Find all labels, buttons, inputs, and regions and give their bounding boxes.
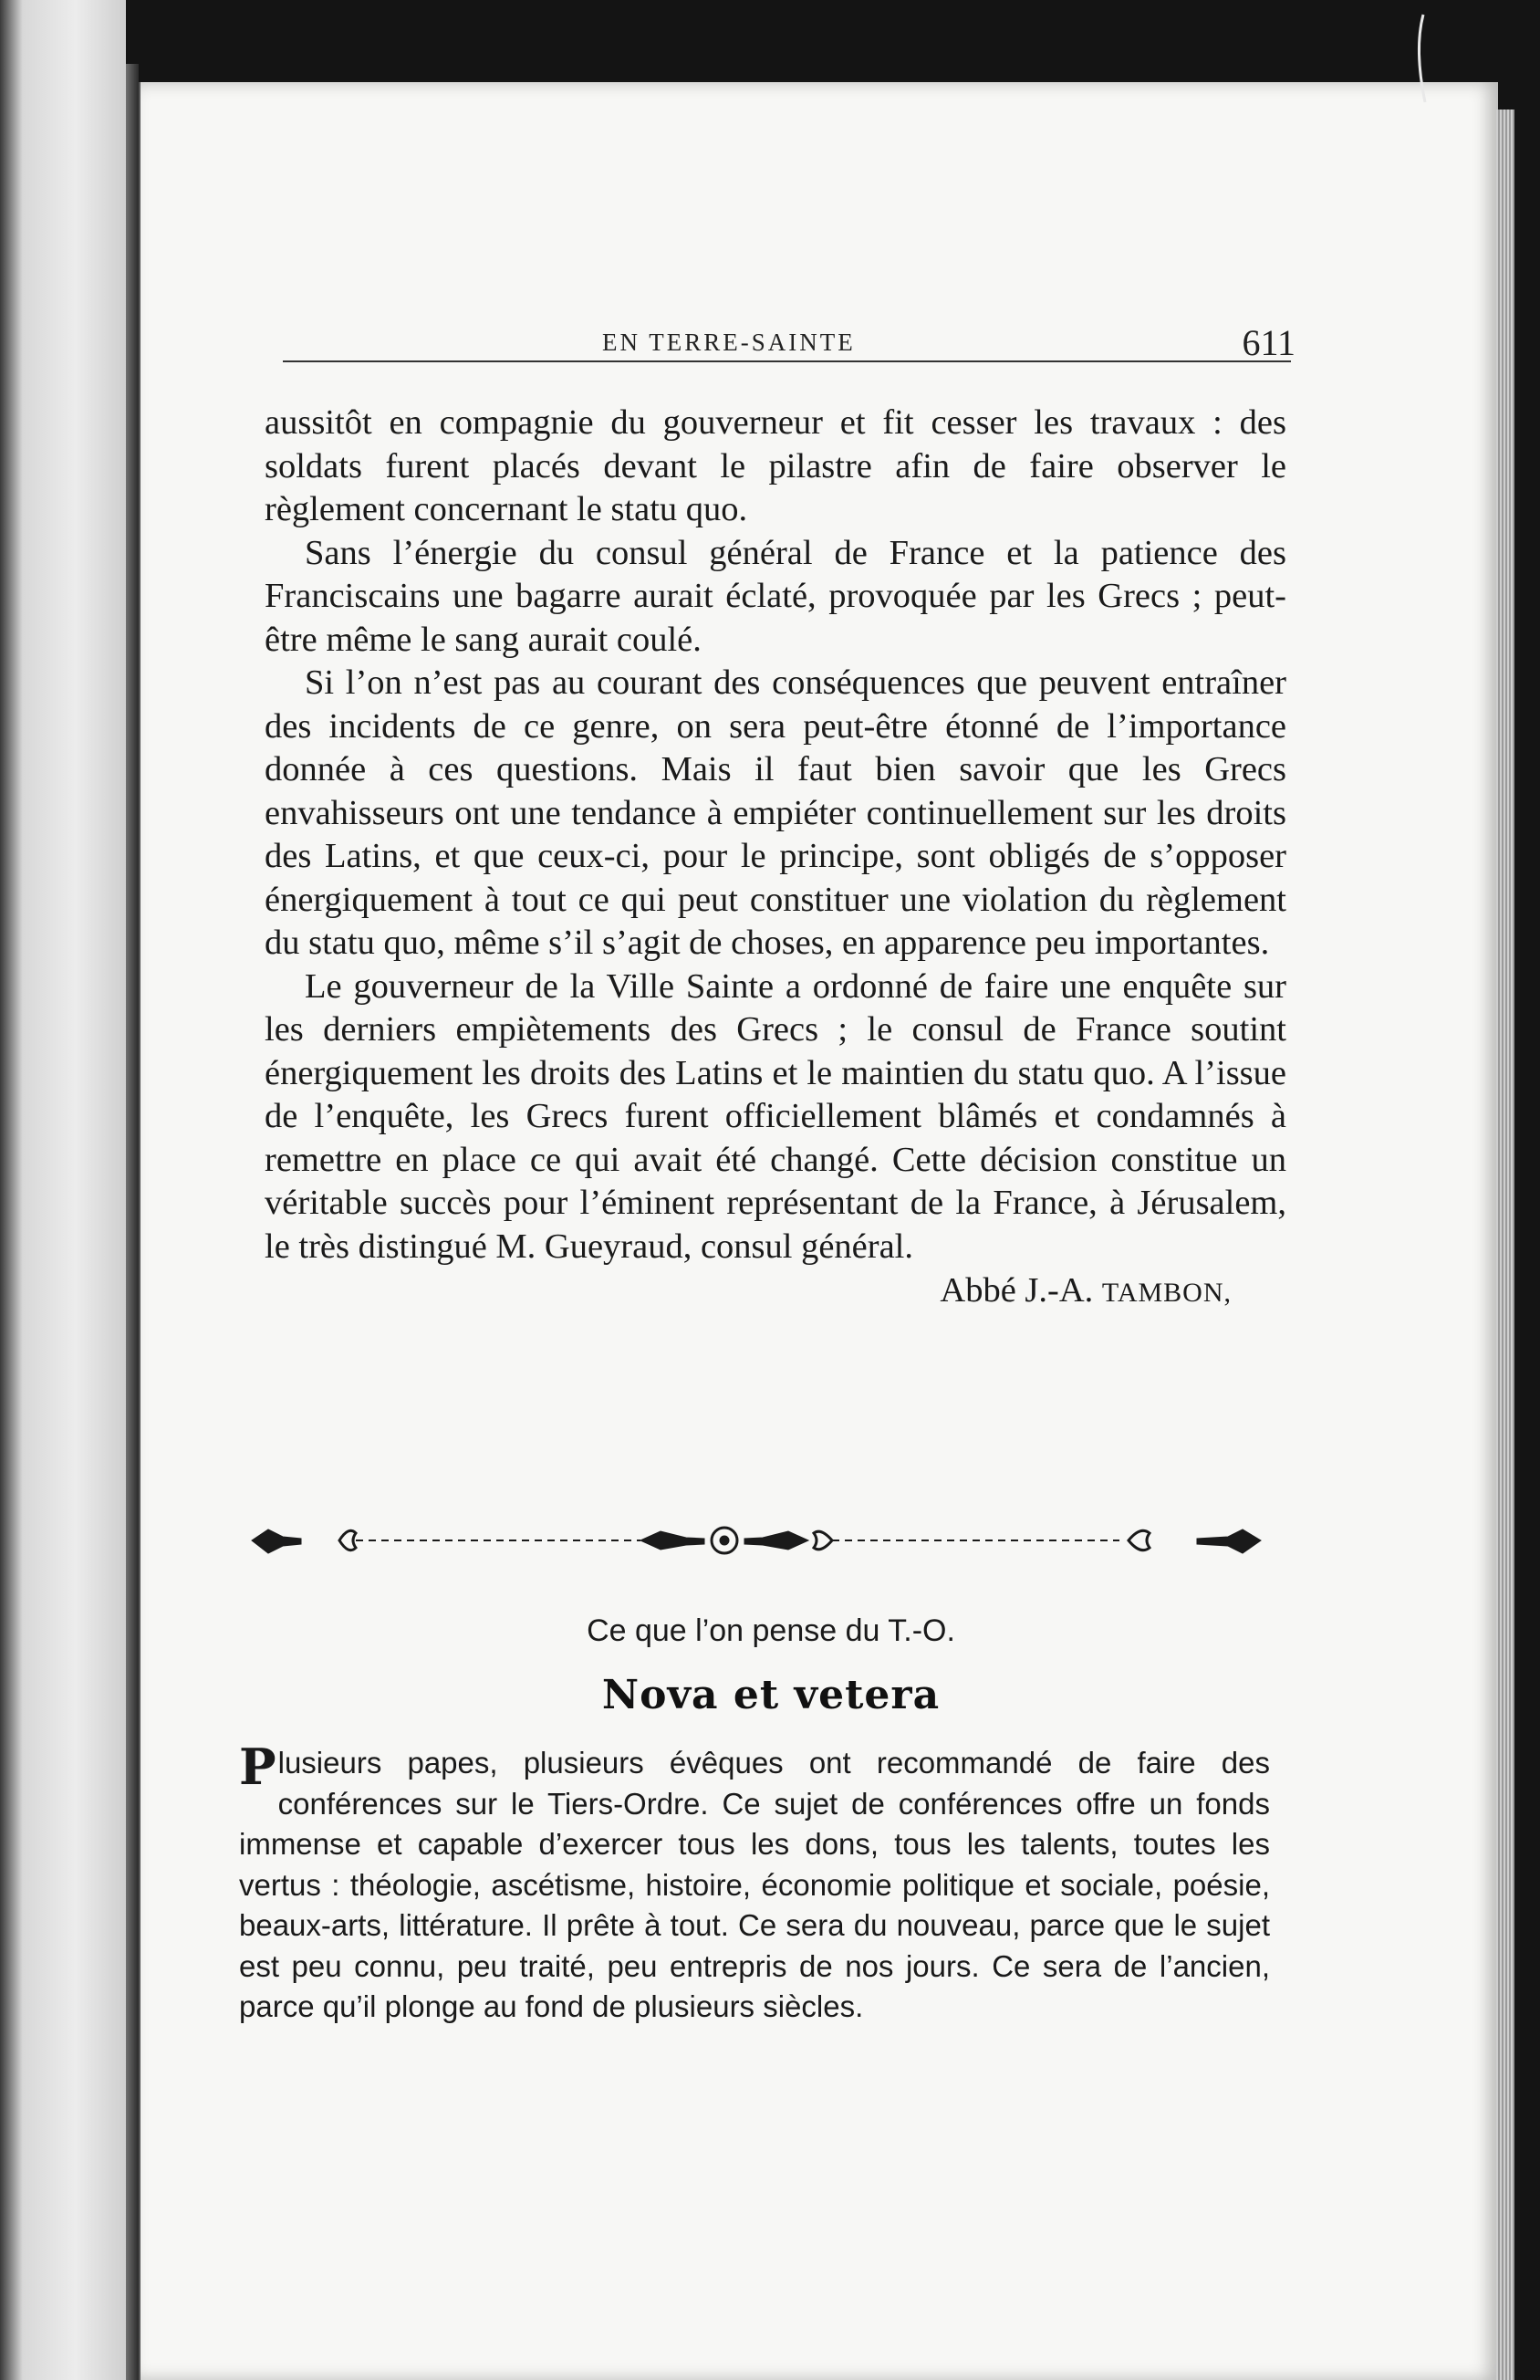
- page-number: 611: [1242, 322, 1295, 363]
- running-title: EN TERRE-SAINTE: [602, 329, 856, 356]
- article-body: [265, 402, 1286, 1315]
- book-gutter: [126, 64, 139, 2380]
- signature-prefix: Abbé J.-A.: [940, 1271, 1102, 1310]
- paragraph: Sans l’énergie du consul général de France et la patience des Franciscains une bagarre aurait éclaté, provoquée par les Grecs ; peut-être même le sang aurait coulé.: [265, 533, 1286, 659]
- section-text: lusieurs papes, plusieurs évêques ont recommandé de faire des conférences sur le Tiers-Ordre. Ce sujet de conférences offre un fonds immense et capable d’exercer tous les dons, tous les talents, toutes les vertus : théologie, ascétisme, histoire, économie politique et sociale, poésie, beaux-arts, littérature. Il prête à tout. Ce sera du nouveau, parce que le sujet est peu connu, peu traité, peu entrepris de nos jours. Ce sera de l’ancien, parce qu’il plonge au fond de plusieurs siècles.: [239, 1746, 1270, 2023]
- paragraph: Si l’on n’est pas au courant des conséquences que peuvent entraîner des incidents de ce genre, on sera peut-être étonné de l’importance donnée à ces questions. Mais il faut bien savoir que les Grecs envahisseurs ont une tendance à empiéter continuellement sur les droits des Latins, et que ceux-ci, pour le principe, sont obligés de s’opposer énergiquement à tout ce qui peut constituer une violation du règlement du statu quo, même s’il s’agit de choses, en apparence peu importantes.: [265, 663, 1286, 962]
- section-heading: Ce que l’on pense du T.-O.: [587, 1613, 955, 1648]
- section-body: [239, 1738, 1270, 2028]
- scan-mark: [1412, 13, 1427, 104]
- signature-name: TAMBON,: [1101, 1278, 1232, 1308]
- paragraph: aussitôt en compagnie du gouverneur et fit cesser les travaux : des soldats furent placés devant le pilastre afin de faire observer le règlement concernant le statu quo.: [265, 403, 1286, 528]
- page-edges: [1496, 110, 1514, 2380]
- facing-page-edge: [0, 0, 126, 2380]
- decorative-divider: [248, 1513, 1265, 1570]
- section-subheading: Nova et vetera: [601, 1672, 941, 1718]
- drop-cap: P: [239, 1738, 276, 1796]
- header-rule: [283, 360, 1291, 362]
- paragraph: Le gouverneur de la Ville Sainte a ordonné de faire une enquête sur les derniers empiètements des Grecs ; le consul de France soutint énergiquement les droits des Latins et le maintien du statu quo. A l’issue de l’enquête, les Grecs furent officiellement blâmés et condamnés à remettre en place ce qui avait été changé. Cette décision constitue un véritable succès pour l’éminent représentant de la France, à Jérusalem, le très distingué M. Gueyraud, consul général.: [265, 966, 1286, 1266]
- running-head: [274, 321, 1295, 365]
- author-signature: [265, 1268, 1286, 1315]
